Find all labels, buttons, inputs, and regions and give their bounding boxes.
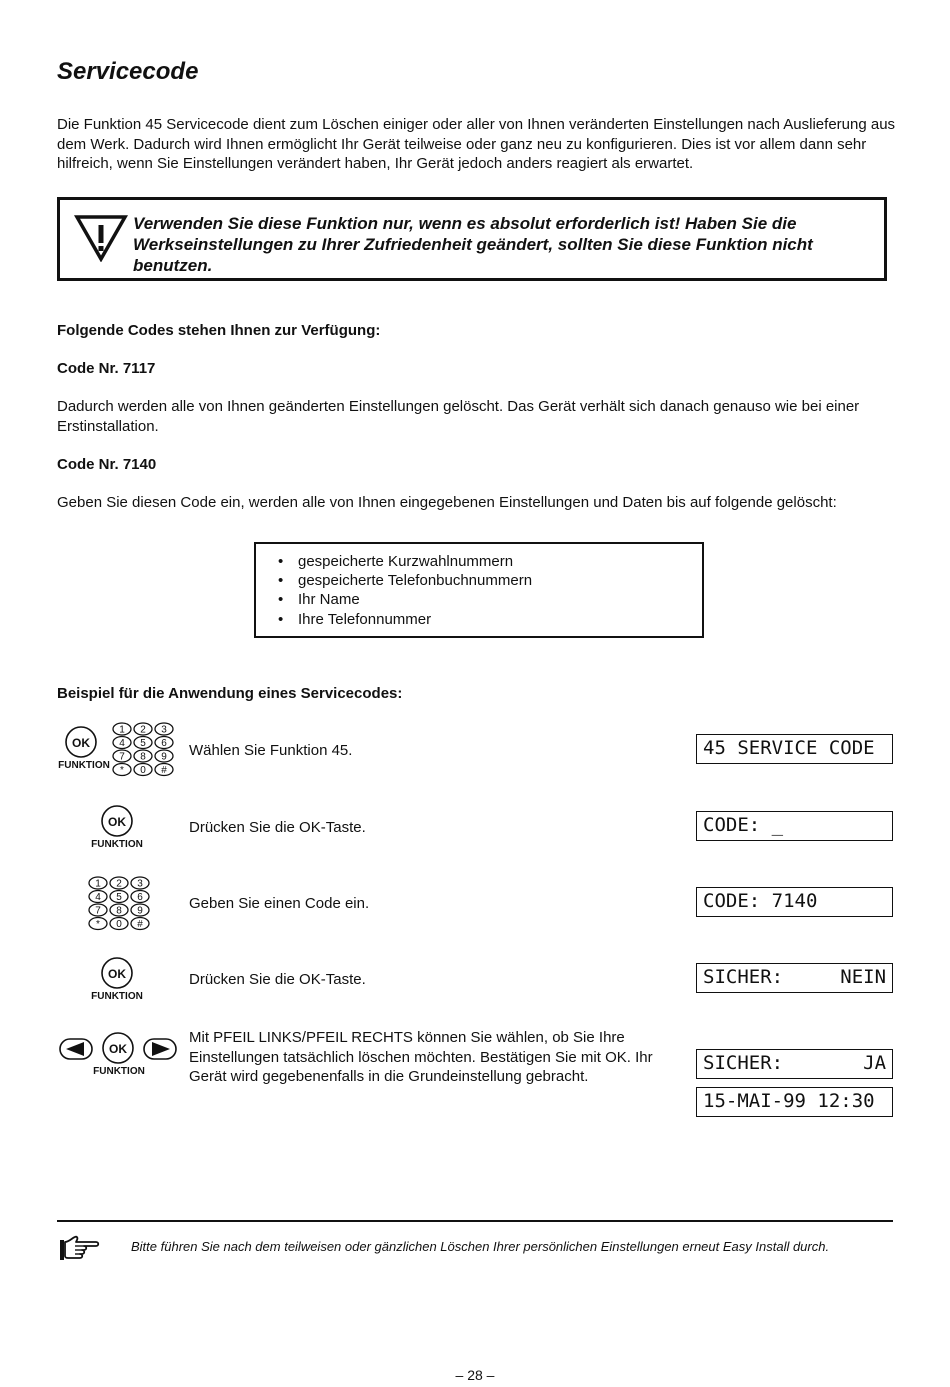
keypad-key-label: 7 <box>119 751 125 763</box>
lcd-display-step-4: SICHER: NEIN <box>696 963 893 993</box>
keypad-key-label: 5 <box>140 738 146 750</box>
svg-text:OK: OK <box>108 967 126 981</box>
svg-text:FUNKTION: FUNKTION <box>91 839 143 850</box>
example-heading: Beispiel für die Anwendung eines Servicecodes: <box>57 685 403 702</box>
list-item: • gespeicherte Telefonbuchnummern <box>298 571 702 590</box>
ok-and-keypad-icon <box>57 722 179 780</box>
divider <box>57 1220 893 1222</box>
keypad-icon <box>88 876 154 932</box>
svg-text:FUNKTION: FUNKTION <box>91 991 143 1002</box>
step-4-text: Drücken Sie die OK-Taste. <box>189 971 366 988</box>
keypad-key-label: 1 <box>119 724 125 736</box>
svg-text:OK: OK <box>108 815 126 829</box>
intro-paragraph: Die Funktion 45 Servicecode dient zum Löschen einiger oder aller von Ihnen veränderten Einstellungen nach Auslieferung aus dem Werk. Dadurch wird Ihnen ermöglicht Ihr Gerät teilweise oder ganz neu zu konfigurieren. Dies ist vor allem dann sehr hilfreich, wenn Sie Einstellungen verändert haben, Ihr Gerät jedoch anders reagiert als erwartet. <box>57 116 896 172</box>
step-1-text: Wählen Sie Funktion 45. <box>189 742 353 759</box>
keypad-key-label: 0 <box>140 765 146 777</box>
ok-key-icon <box>85 956 151 1004</box>
keypad-key-label: 2 <box>140 724 146 736</box>
keypad-key-label: 6 <box>161 738 167 750</box>
keypad-key-label: 4 <box>119 738 125 750</box>
keypad-key-label: # <box>161 765 167 777</box>
list-item: • gespeicherte Kurzwahlnummern <box>298 552 702 571</box>
code1-text: Dadurch werden alle von Ihnen geänderten Einstellungen gelöscht. Das Gerät verhält sich danach genauso wie bei einer Erstinstallation. <box>57 398 860 435</box>
kept-items-list <box>256 552 702 629</box>
kept-items-box <box>254 542 704 638</box>
keypad-key-label: 1 <box>95 878 101 890</box>
lcd-display-step-5-date: 15-MAI-99 12:30 <box>696 1087 893 1117</box>
code2-text: Geben Sie diesen Code ein, werden alle von Ihnen eingegebenen Einstellungen und Daten bis auf folgende gelöscht: <box>57 494 837 511</box>
svg-text:FUNKTION: FUNKTION <box>58 760 110 771</box>
keypad-key-label: 3 <box>137 878 143 890</box>
keypad-key-label: 3 <box>161 724 167 736</box>
lcd-display-step-3: CODE: 7140 <box>696 887 893 917</box>
code2-heading: Code Nr. 7140 <box>57 456 157 473</box>
step-2-text: Drücken Sie die OK-Taste. <box>189 819 366 836</box>
page-number: – 28 – <box>455 1367 495 1383</box>
lcd-display-step-2: CODE: _ <box>696 811 893 841</box>
keypad-key-label: 2 <box>116 878 122 890</box>
keypad-key-label: * <box>96 919 100 931</box>
keypad-key-label: 5 <box>116 892 122 904</box>
keypad-key-label: 8 <box>116 905 122 917</box>
keypad-key-label: * <box>120 765 124 777</box>
svg-text:OK: OK <box>72 736 90 750</box>
warning-triangle-icon <box>74 214 128 262</box>
lcd-display-step-5: SICHER: JA <box>696 1049 893 1079</box>
svg-text:FUNKTION: FUNKTION <box>93 1066 145 1077</box>
warning-text: Verwenden Sie diese Funktion nur, wenn es absolut erforderlich ist! Haben Sie die Werkseinstellungen zu Ihrer Zufriedenheit geändert, sollten Sie diese Funktion nicht benutzen. <box>133 214 813 275</box>
keypad-key-label: 4 <box>95 892 101 904</box>
svg-text:OK: OK <box>109 1042 127 1056</box>
footer-note: Bitte führen Sie nach dem teilweisen oder gänzlichen Löschen Ihrer persönlichen Einstellungen erneut Easy Install durch. <box>131 1239 830 1254</box>
step-5-text: Mit PFEIL LINKS/PFEIL RECHTS können Sie wählen, ob Sie Ihre Einstellungen tatsächlich löschen möchten. Bestätigen Sie mit OK. Ihr Gerät wird gegebenenfalls in die Grundeinstellung gebracht. <box>189 1029 653 1085</box>
keypad-key-label: 9 <box>137 905 143 917</box>
keypad-key-label: 0 <box>116 919 122 931</box>
step-3-text: Geben Sie einen Code ein. <box>189 895 370 912</box>
list-item: • Ihre Telefonnummer <box>298 610 702 629</box>
keypad-key-label: 6 <box>137 892 143 904</box>
arrows-and-ok-icon <box>58 1031 182 1081</box>
pointing-hand-icon <box>58 1234 102 1264</box>
lcd-display-step-1: 45 SERVICE CODE <box>696 734 893 764</box>
page-title: Servicecode <box>57 58 199 85</box>
keypad-key-label: # <box>137 919 143 931</box>
code1-heading: Code Nr. 7117 <box>57 360 156 377</box>
keypad-key-label: 7 <box>95 905 101 917</box>
keypad-key-label: 8 <box>140 751 146 763</box>
codes-heading: Folgende Codes stehen Ihnen zur Verfügung: <box>57 322 381 339</box>
ok-key-icon <box>85 804 151 852</box>
warning-box <box>57 197 887 281</box>
list-item: • Ihr Name <box>298 590 702 609</box>
keypad-key-label: 9 <box>161 751 167 763</box>
